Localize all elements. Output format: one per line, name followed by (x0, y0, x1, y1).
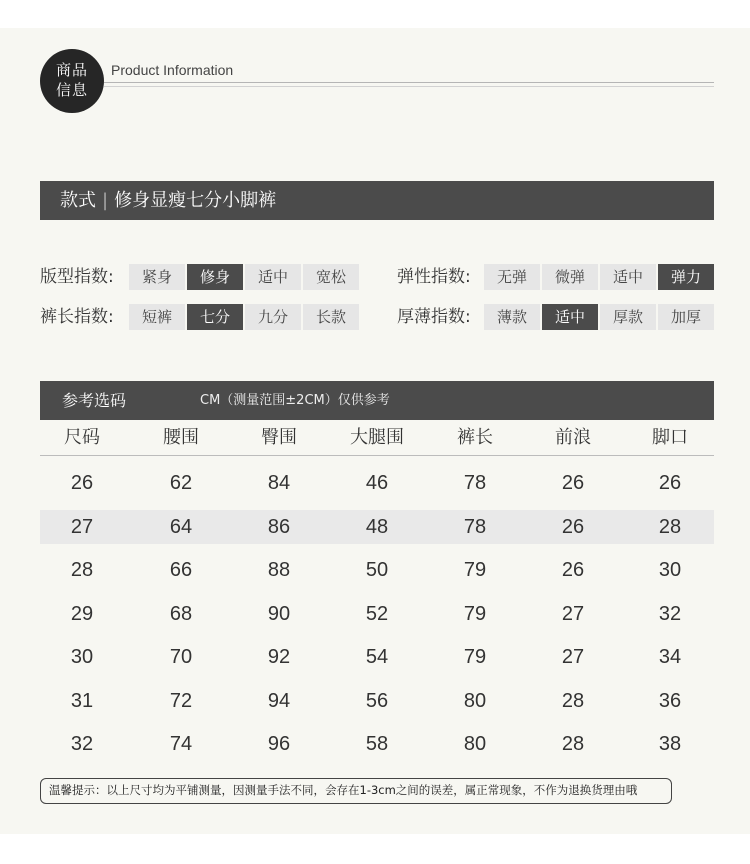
table-cell: 26 (70, 472, 94, 494)
attribute-option: 适中 (245, 264, 301, 290)
table-cell: 80 (463, 733, 487, 755)
column-header: 前浪 (555, 427, 591, 448)
attribute-option: 无弹 (484, 264, 540, 290)
table-cell: 28 (658, 516, 682, 538)
attribute-label: 厚薄指数: (397, 307, 471, 327)
attribute-option-selected: 适中 (542, 304, 598, 330)
attribute-option: 长款 (303, 304, 359, 330)
table-cell: 88 (267, 559, 291, 581)
size-table-header-bar (40, 381, 714, 420)
table-cell: 26 (561, 516, 585, 538)
table-cell: 31 (70, 690, 94, 712)
column-header: 大腿围 (350, 427, 404, 448)
table-cell: 78 (463, 472, 487, 494)
column-header: 腰围 (163, 427, 199, 448)
attribute-option-selected: 七分 (187, 304, 243, 330)
table-cell: 28 (561, 690, 585, 712)
table-cell: 30 (70, 646, 94, 668)
heading-divider (104, 82, 714, 83)
table-cell: 46 (365, 472, 389, 494)
table-cell: 84 (267, 472, 291, 494)
section-heading: Product Information (111, 62, 234, 78)
table-cell: 27 (70, 516, 94, 538)
size-table-title: 参考选码 (62, 391, 127, 410)
attribute-option: 薄款 (484, 304, 540, 330)
table-cell: 36 (658, 690, 682, 712)
attribute-option: 紧身 (129, 264, 185, 290)
column-header: 脚口 (652, 427, 688, 448)
table-row (40, 510, 714, 544)
table-row (40, 684, 714, 718)
table-cell: 27 (561, 603, 585, 625)
table-cell: 34 (658, 646, 682, 668)
table-row (40, 640, 714, 674)
table-cell: 86 (267, 516, 291, 538)
table-cell: 30 (658, 559, 682, 581)
product-info-badge (40, 49, 104, 113)
table-cell: 66 (169, 559, 193, 581)
attribute-option: 九分 (245, 304, 301, 330)
style-bar (40, 181, 714, 220)
table-cell: 78 (463, 516, 487, 538)
table-cell: 58 (365, 733, 389, 755)
badge-line-1: 商品 (55, 61, 88, 79)
table-cell: 70 (169, 646, 193, 668)
attribute-option: 适中 (600, 264, 656, 290)
style-label: 款式 (60, 190, 96, 211)
attribute-option: 加厚 (658, 304, 714, 330)
table-row (40, 597, 714, 631)
table-cell: 29 (70, 603, 94, 625)
table-cell: 54 (365, 646, 389, 668)
attribute-label: 版型指数: (40, 267, 114, 287)
table-cell: 56 (365, 690, 389, 712)
column-header: 尺码 (64, 427, 100, 448)
table-cell: 50 (365, 559, 389, 581)
style-separator: | (102, 190, 109, 211)
table-cell: 28 (561, 733, 585, 755)
table-cell: 62 (169, 472, 193, 494)
table-cell: 27 (561, 646, 585, 668)
attribute-option-selected: 弹力 (658, 264, 714, 290)
table-cell: 74 (169, 733, 193, 755)
table-cell: 48 (365, 516, 389, 538)
table-cell: 94 (267, 690, 291, 712)
table-row (40, 466, 714, 500)
table-row (40, 727, 714, 761)
badge-line-2: 信息 (55, 81, 88, 99)
table-cell: 79 (463, 559, 487, 581)
table-cell: 80 (463, 690, 487, 712)
attribute-option: 厚款 (600, 304, 656, 330)
table-cell: 79 (463, 603, 487, 625)
attribute-option-selected: 修身 (187, 264, 243, 290)
column-header: 裤长 (457, 427, 493, 448)
table-cell: 32 (70, 733, 94, 755)
table-cell: 72 (169, 690, 193, 712)
table-row (40, 553, 714, 587)
table-cell: 96 (267, 733, 291, 755)
table-cell: 38 (658, 733, 682, 755)
table-cell: 90 (267, 603, 291, 625)
attribute-option: 短裤 (129, 304, 185, 330)
table-cell: 64 (169, 516, 193, 538)
attribute-option: 微弹 (542, 264, 598, 290)
table-divider (40, 455, 714, 456)
table-cell: 26 (658, 472, 682, 494)
attribute-option: 宽松 (303, 264, 359, 290)
attribute-label: 裤长指数: (40, 307, 114, 327)
table-cell: 32 (658, 603, 682, 625)
column-header: 臀围 (261, 427, 297, 448)
table-cell: 26 (561, 559, 585, 581)
table-cell: 26 (561, 472, 585, 494)
table-cell: 92 (267, 646, 291, 668)
table-cell: 28 (70, 559, 94, 581)
table-cell: 79 (463, 646, 487, 668)
tip-box: 温馨提示：以上尺寸均为平铺测量，因测量手法不同，会存在1-3cm之间的误差，属正常现象，不作为退换货理由哦 (40, 778, 672, 804)
style-value: 修身显瘦七分小脚裤 (114, 190, 277, 211)
size-table-note: CM（测量范围±2CM）仅供参考 (200, 393, 390, 408)
heading-divider (104, 86, 714, 87)
attribute-label: 弹性指数: (397, 267, 471, 287)
table-cell: 68 (169, 603, 193, 625)
table-cell: 52 (365, 603, 389, 625)
